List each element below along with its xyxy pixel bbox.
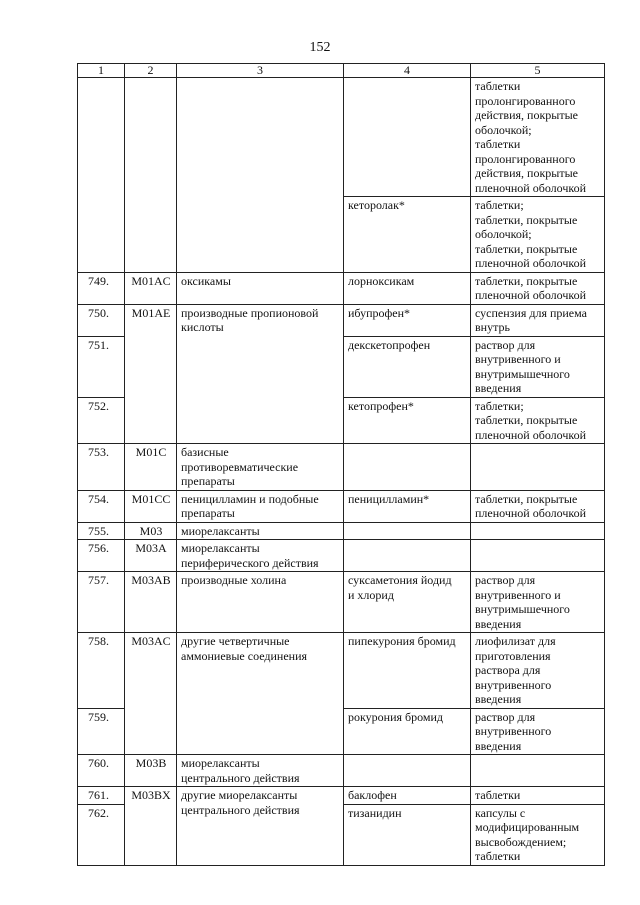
drug-cell — [344, 540, 471, 572]
row-number-cell: 752. — [78, 397, 125, 444]
row-number-cell: 749. — [78, 272, 125, 304]
drug-cell — [344, 522, 471, 540]
drug-cell: кетопрофен* — [344, 397, 471, 444]
form-cell: таблетки; таблетки, покрытые оболочкой; таблетки, покрытые пленочной оболочкой — [471, 197, 605, 273]
table-row — [78, 304, 605, 336]
group-cell: производные холина — [177, 572, 344, 633]
page-number: 152 — [309, 40, 331, 55]
drug-cell: лорноксикам — [344, 272, 471, 304]
table-row — [78, 787, 605, 805]
row-number-cell: 750. — [78, 304, 125, 336]
drug-cell: пеницилламин* — [344, 490, 471, 522]
atc-code-cell: M03AB — [125, 572, 177, 633]
drug-cell: кеторолак* — [344, 197, 471, 273]
column-header: 5 — [471, 64, 605, 78]
drug-cell: тизанидин — [344, 804, 471, 865]
group-cell: оксикамы — [177, 272, 344, 304]
form-cell: суспензия для приема внутрь — [471, 304, 605, 336]
form-cell: таблетки пролонгированного действия, покрытые оболочкой; таблетки пролонгированного действия, покрытые пленочной оболочкой — [471, 78, 605, 197]
drug-cell: ибупрофен* — [344, 304, 471, 336]
row-number-cell: 759. — [78, 708, 125, 755]
row-number-cell: 756. — [78, 540, 125, 572]
row-number-cell: 762. — [78, 804, 125, 865]
atc-code-cell: M03AC — [125, 633, 177, 755]
table-row — [78, 633, 605, 709]
atc-code-cell: M01CC — [125, 490, 177, 522]
drug-cell: рокурония бромид — [344, 708, 471, 755]
drug-cell: декскетопрофен — [344, 336, 471, 397]
row-number-cell: 753. — [78, 444, 125, 491]
table-row — [78, 522, 605, 540]
form-cell: капсулы с модифицированным высвобождением; таблетки — [471, 804, 605, 865]
row-number-cell — [78, 78, 125, 273]
row-number-cell: 757. — [78, 572, 125, 633]
row-number-cell: 751. — [78, 336, 125, 397]
form-cell — [471, 444, 605, 491]
table-row — [78, 490, 605, 522]
group-cell: пеницилламин и подобные препараты — [177, 490, 344, 522]
atc-code-cell — [125, 78, 177, 273]
row-number-cell: 758. — [78, 633, 125, 709]
column-header: 2 — [125, 64, 177, 78]
group-cell: миорелаксанты — [177, 522, 344, 540]
atc-code-cell: M01AE — [125, 304, 177, 444]
drug-table — [77, 63, 605, 866]
table-row — [78, 540, 605, 572]
table-row — [78, 78, 605, 197]
drug-cell — [344, 755, 471, 787]
drug-cell: суксаметония йодид и хлорид — [344, 572, 471, 633]
form-cell — [471, 755, 605, 787]
group-cell: базисные противоревматические препараты — [177, 444, 344, 491]
drug-cell — [344, 78, 471, 197]
form-cell: таблетки, покрытые пленочной оболочкой — [471, 272, 605, 304]
column-header: 4 — [344, 64, 471, 78]
row-number-cell: 755. — [78, 522, 125, 540]
atc-code-cell: M01AC — [125, 272, 177, 304]
form-cell: таблетки — [471, 787, 605, 805]
column-header: 1 — [78, 64, 125, 78]
atc-code-cell: M01C — [125, 444, 177, 491]
table-row — [78, 755, 605, 787]
form-cell: таблетки; таблетки, покрытые пленочной оболочкой — [471, 397, 605, 444]
drug-cell — [344, 444, 471, 491]
form-cell — [471, 540, 605, 572]
row-number-cell: 754. — [78, 490, 125, 522]
group-cell: другие миорелаксанты центрального действия — [177, 787, 344, 866]
atc-code-cell: M03B — [125, 755, 177, 787]
row-number-cell: 761. — [78, 787, 125, 805]
group-cell: миорелаксанты периферического действия — [177, 540, 344, 572]
row-number-cell: 760. — [78, 755, 125, 787]
atc-code-cell: M03 — [125, 522, 177, 540]
group-cell: производные пропионовой кислоты — [177, 304, 344, 444]
table-row — [78, 572, 605, 633]
group-cell: миорелаксанты центрального действия — [177, 755, 344, 787]
group-cell: другие четвертичные аммониевые соединения — [177, 633, 344, 755]
table-row — [78, 444, 605, 491]
form-cell: раствор для внутривенного и внутримышечного введения — [471, 336, 605, 397]
column-header: 3 — [177, 64, 344, 78]
form-cell: таблетки, покрытые пленочной оболочкой — [471, 490, 605, 522]
form-cell: раствор для внутривенного и внутримышечного введения — [471, 572, 605, 633]
atc-code-cell: M03A — [125, 540, 177, 572]
form-cell: лиофилизат для приготовления раствора для внутривенного введения — [471, 633, 605, 709]
form-cell — [471, 522, 605, 540]
table-header-row — [78, 64, 605, 78]
form-cell: раствор для внутривенного введения — [471, 708, 605, 755]
drug-cell: пипекурония бромид — [344, 633, 471, 709]
table-row — [78, 272, 605, 304]
drug-cell: баклофен — [344, 787, 471, 805]
atc-code-cell: M03BX — [125, 787, 177, 866]
group-cell — [177, 78, 344, 273]
